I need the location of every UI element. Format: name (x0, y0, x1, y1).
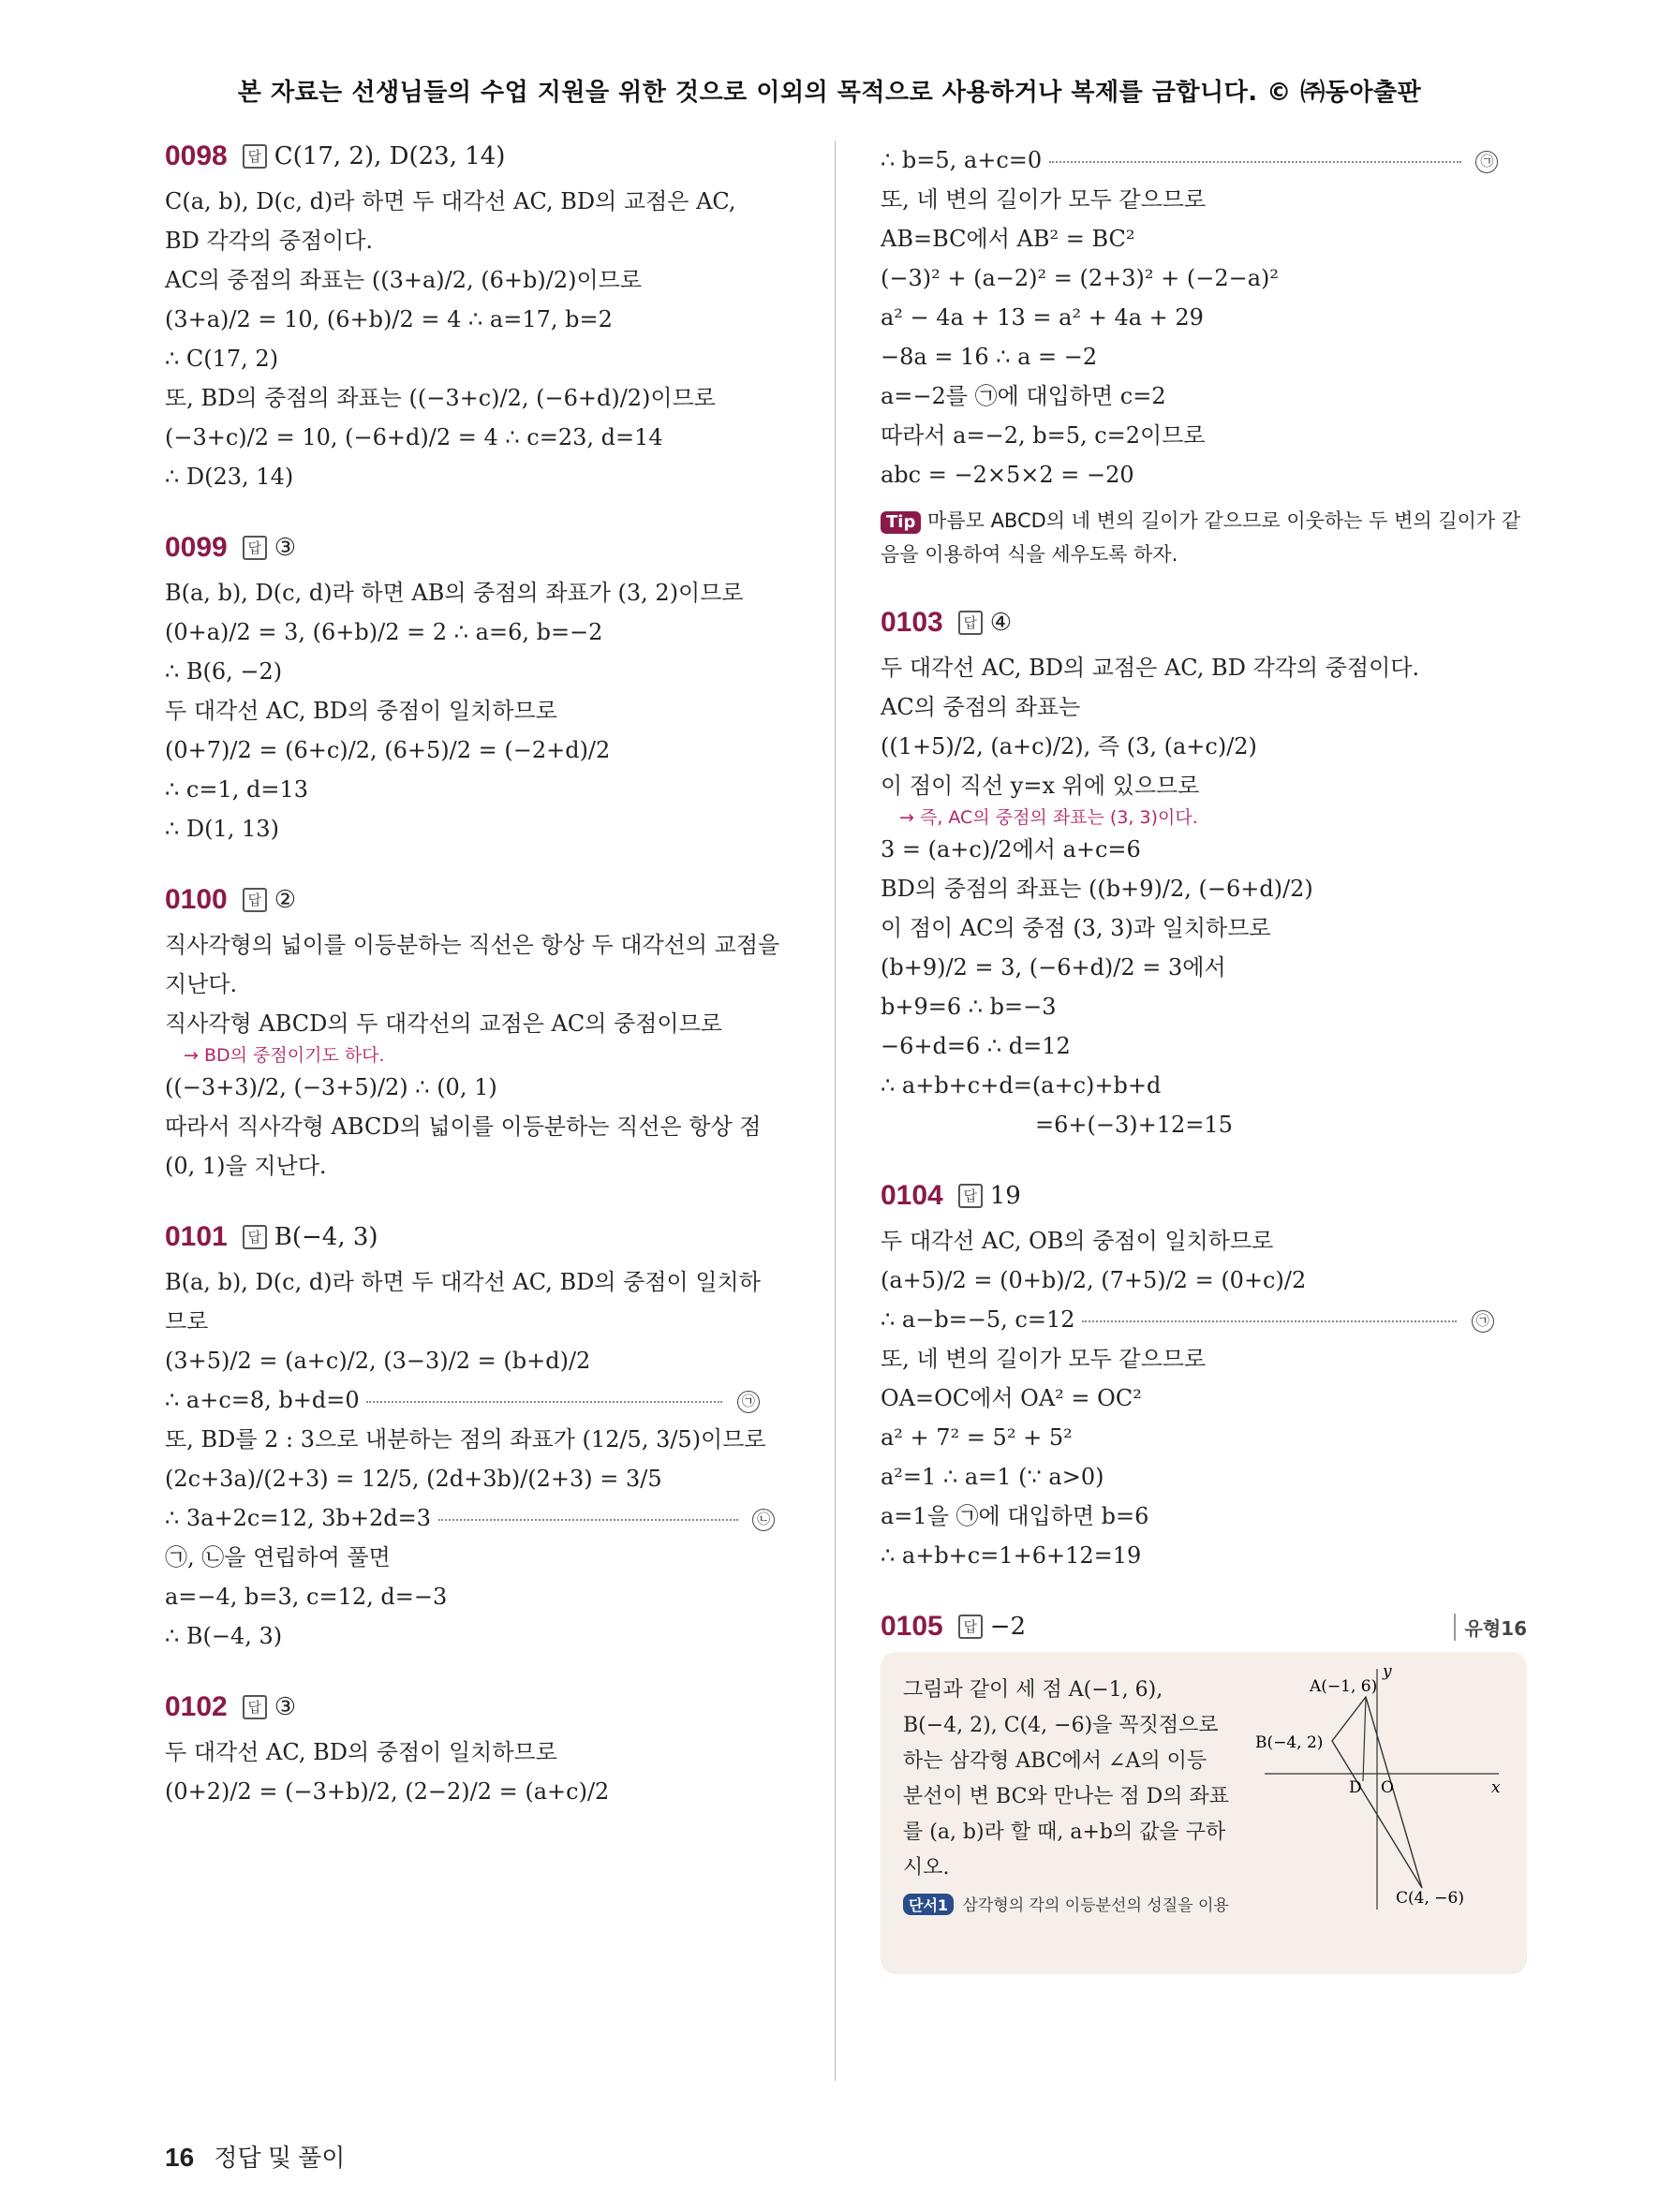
solution-line (165, 1498, 811, 1538)
solution-line: 므로 (165, 1308, 209, 1335)
angle-bisector (1363, 1697, 1366, 1781)
problem-text-line: B(−4, 2), C(4, −6)을 꼭짓점으로 (903, 1714, 1219, 1737)
annotation-note: → 즉, AC의 중점의 좌표는 (3, 3)이다. (899, 807, 1198, 828)
solution-line: (b+9)/2 = 3, (−6+d)/2 = 3에서 (881, 954, 1226, 981)
solution-line: 두 대각선 AC, BD의 교점은 AC, BD 각각의 중점이다. (881, 655, 1420, 681)
solution-line: 이 점이 직선 y=x 위에 있으므로 (881, 773, 1200, 799)
solution-line: ∴ a+b+c+d=(a+c)+b+d (881, 1072, 1162, 1099)
circled-mark-icon: ㉡ (752, 1509, 775, 1531)
answer-icon: 답 (243, 1225, 267, 1249)
answer-icon: 답 (958, 611, 983, 635)
solution-line: B(a, b), D(c, d)라 하면 AB의 중점의 좌표가 (3, 2)이므로 (165, 580, 744, 606)
page-footer (165, 2139, 345, 2174)
equation-text: ∴ 3a+2c=12, 3b+2d=3 (165, 1505, 431, 1531)
triangle-graph (1255, 1661, 1508, 1914)
problem-0098 (165, 140, 811, 496)
point-d-label: D (1349, 1778, 1362, 1797)
problem-text-line: 하는 삼각형 ABC에서 ∠A의 이등 (903, 1749, 1207, 1773)
answer-icon: 답 (958, 1615, 983, 1639)
solution-line: (2c+3a)/(2+3) = 12/5, (2d+3b)/(2+3) = 3/5 (165, 1466, 662, 1492)
problem-number: 0105 (881, 1611, 943, 1642)
problem-type-label: 유형16 (1454, 1614, 1527, 1641)
solution-line: 따라서 직사각형 ABCD의 넓이를 이등분하는 직선은 항상 점 (165, 1113, 762, 1140)
problem-0104 (881, 1180, 1527, 1575)
x-axis-label: x (1491, 1778, 1501, 1797)
equation-text: ∴ a+c=8, b+d=0 (165, 1387, 360, 1413)
page-number: 16 (165, 2143, 195, 2172)
problem-text-line: 를 (a, b)라 할 때, a+b의 값을 구하 (903, 1821, 1226, 1844)
problem-0102 (165, 1691, 811, 1811)
problem-text-line: 그림과 같이 세 점 A(−1, 6), (903, 1678, 1163, 1702)
solution-line: −8a = 16 ∴ a = −2 (881, 344, 1098, 370)
solution-line: AC의 중점의 좌표는 ((3+a)/2, (6+b)/2)이므로 (165, 267, 642, 293)
point-c-label: C(4, −6) (1396, 1889, 1464, 1908)
problem-number: 0103 (881, 607, 943, 638)
problem-number: 0099 (165, 532, 228, 563)
solution-line: =6+(−3)+12=15 (1035, 1112, 1233, 1138)
solution-line: a=−4, b=3, c=12, d=−3 (165, 1584, 448, 1610)
answer: −2 (989, 1613, 1027, 1641)
solution-line: ∴ D(23, 14) (165, 464, 294, 490)
tip-text: 마름모 ABCD의 네 변의 길이가 같으므로 이웃하는 두 변의 길이가 같음을 이용하여 식을 세우도록 하자. (881, 509, 1521, 566)
solution-line: (0+a)/2 = 3, (6+b)/2 = 2 ∴ a=6, b=−2 (165, 619, 603, 645)
solution-line: 직사각형 ABCD의 두 대각선의 교점은 AC의 중점이므로 (165, 1010, 722, 1037)
equation-text: ∴ b=5, a+c=0 (881, 147, 1043, 173)
hint-text: 삼각형의 각의 이등분선의 성질을 이용 (962, 1896, 1229, 1915)
equation-text: ∴ a−b=−5, c=12 (881, 1306, 1075, 1333)
answer-icon: 답 (243, 144, 267, 169)
dotted-leader (1049, 161, 1461, 163)
problem-number: 0098 (165, 140, 228, 171)
solution-line: a=1을 ㉠에 대입하면 b=6 (881, 1503, 1149, 1529)
circled-mark-icon: ㉠ (1475, 151, 1498, 173)
solution-line: 또, 네 변의 길이가 모두 같으므로 (881, 186, 1207, 213)
solution-line: b+9=6 ∴ b=−3 (881, 994, 1057, 1020)
solution-line: ㉠, ㉡을 연립하여 풀면 (165, 1544, 391, 1571)
solution-line: 두 대각선 AC, BD의 중점이 일치하므로 (165, 1739, 557, 1765)
column-divider (835, 140, 836, 2081)
solution-line: 두 대각선 AC, OB의 중점이 일치하므로 (881, 1228, 1274, 1254)
solution-line: (3+a)/2 = 10, (6+b)/2 = 4 ∴ a=17, b=2 (165, 306, 613, 332)
tip-badge: Tip (881, 511, 921, 534)
point-b-label: B(−4, 2) (1255, 1733, 1324, 1752)
solution-line: B(a, b), D(c, d)라 하면 두 대각선 AC, BD의 중점이 일치하 (165, 1269, 761, 1295)
solution-line: OA=OC에서 OA² = OC² (881, 1385, 1142, 1411)
solution-line: ∴ B(−4, 3) (165, 1623, 283, 1649)
problem-number: 0101 (165, 1221, 228, 1252)
left-column (165, 140, 811, 1847)
dotted-leader (1082, 1320, 1457, 1322)
solution-line: (a+5)/2 = (0+b)/2, (7+5)/2 = (0+c)/2 (881, 1267, 1307, 1293)
answer: C(17, 2), D(23, 14) (274, 142, 506, 170)
solution-line: BD 각각의 중점이다. (165, 228, 374, 254)
solution-line: ((1+5)/2, (a+c)/2), 즉 (3, (a+c)/2) (881, 733, 1257, 759)
solution-line: BD의 중점의 좌표는 ((b+9)/2, (−6+d)/2) (881, 876, 1313, 902)
problem-number: 0104 (881, 1180, 943, 1211)
problem-box (881, 1652, 1527, 1974)
solution-line: ∴ D(1, 13) (165, 816, 279, 842)
answer: ③ (274, 534, 297, 562)
problem-0102-continued (881, 140, 1527, 571)
answer: ② (274, 886, 297, 914)
dotted-leader (438, 1519, 738, 1521)
solution-line: AB=BC에서 AB² = BC² (881, 226, 1135, 252)
solution-line: 또, BD를 2 : 3으로 내분하는 점의 좌표가 (12/5, 3/5)이므로 (165, 1426, 766, 1453)
solution-line: (0+7)/2 = (6+c)/2, (6+5)/2 = (−2+d)/2 (165, 737, 611, 763)
solution-line: a²=1 ∴ a=1 (∵ a>0) (881, 1464, 1104, 1490)
answer-icon: 답 (243, 1695, 267, 1719)
problem-text-line: 분선이 변 BC와 만나는 점 D의 좌표 (903, 1785, 1230, 1808)
solution-line: a=−2를 ㉠에 대입하면 c=2 (881, 383, 1166, 409)
problem-number: 0100 (165, 884, 228, 915)
tip-box (881, 504, 1527, 571)
y-axis-label: y (1383, 1662, 1392, 1681)
origin-label: O (1381, 1778, 1394, 1797)
solution-line: (3+5)/2 = (a+c)/2, (3−3)/2 = (b+d)/2 (165, 1348, 591, 1374)
solution-line (881, 140, 1527, 180)
solution-line: ∴ a+b+c=1+6+12=19 (881, 1542, 1142, 1569)
solution-line: 직사각형의 넓이를 이등분하는 직선은 항상 두 대각선의 교점을 (165, 932, 780, 958)
problem-0099 (165, 532, 811, 848)
answer: ③ (274, 1693, 297, 1721)
circled-mark-icon: ㉠ (1472, 1310, 1494, 1333)
solution-line (165, 1380, 811, 1420)
problem-0105 (881, 1611, 1527, 1974)
right-column (881, 140, 1527, 2010)
solution-line: a² − 4a + 13 = a² + 4a + 29 (881, 304, 1204, 331)
annotation-note: → BD의 중점이기도 하다. (184, 1045, 385, 1066)
problem-0100 (165, 884, 811, 1186)
solution-line: ((−3+3)/2, (−3+5)/2) ∴ (0, 1) (165, 1074, 497, 1100)
solution-line: 지난다. (165, 971, 238, 997)
problem-0103 (881, 607, 1527, 1144)
circled-mark-icon: ㉠ (737, 1391, 760, 1413)
solution-line: −6+d=6 ∴ d=12 (881, 1033, 1071, 1059)
solution-line (881, 1300, 1527, 1339)
point-a-label: A(−1, 6) (1310, 1677, 1378, 1696)
answer-icon: 답 (243, 536, 267, 560)
solution-line: ∴ c=1, d=13 (165, 776, 308, 803)
solution-line: abc = −2×5×2 = −20 (881, 462, 1134, 488)
solution-line: (−3)² + (a−2)² = (2+3)² + (−2−a)² (881, 265, 1280, 291)
solution-line: ∴ B(6, −2) (165, 658, 283, 685)
answer: B(−4, 3) (274, 1223, 378, 1251)
solution-line: 또, BD의 중점의 좌표는 ((−3+c)/2, (−6+d)/2)이므로 (165, 385, 716, 411)
solution-line: 두 대각선 AC, BD의 중점이 일치하므로 (165, 698, 557, 724)
solution-line: a² + 7² = 5² + 5² (881, 1424, 1073, 1451)
solution-line: 3 = (a+c)/2에서 a+c=6 (881, 836, 1141, 863)
solution-line: AC의 중점의 좌표는 (881, 694, 1081, 720)
solution-line: 이 점이 AC의 중점 (3, 3)과 일치하므로 (881, 915, 1271, 941)
copyright-banner: 본 자료는 선생님들의 수업 지원을 위한 것으로 이외의 목적으로 사용하거나 복제를 금합니다. © ㈜동아출판 (237, 79, 1422, 107)
footer-title: 정답 및 풀이 (214, 2144, 346, 2172)
solution-line: C(a, b), D(c, d)라 하면 두 대각선 AC, BD의 교점은 AC, (165, 188, 736, 214)
hint-badge: 단서1 (903, 1894, 954, 1915)
answer-icon: 답 (958, 1184, 983, 1208)
solution-line: (0, 1)을 지난다. (165, 1153, 327, 1179)
problem-0101 (165, 1221, 811, 1656)
solution-line: ∴ C(17, 2) (165, 346, 279, 372)
solution-line: (0+2)/2 = (−3+b)/2, (2−2)/2 = (a+c)/2 (165, 1778, 610, 1805)
solution-line: 또, 네 변의 길이가 모두 같으므로 (881, 1346, 1207, 1372)
answer: ④ (989, 609, 1013, 637)
dotted-leader (366, 1401, 722, 1403)
problem-number: 0102 (165, 1691, 228, 1722)
solution-line: (−3+c)/2 = 10, (−6+d)/2 = 4 ∴ c=23, d=14 (165, 424, 663, 450)
answer-icon: 답 (243, 888, 267, 912)
solution-line: 따라서 a=−2, b=5, c=2이므로 (881, 422, 1206, 449)
answer: 19 (989, 1182, 1021, 1210)
problem-text-line: 시오. (903, 1856, 950, 1880)
